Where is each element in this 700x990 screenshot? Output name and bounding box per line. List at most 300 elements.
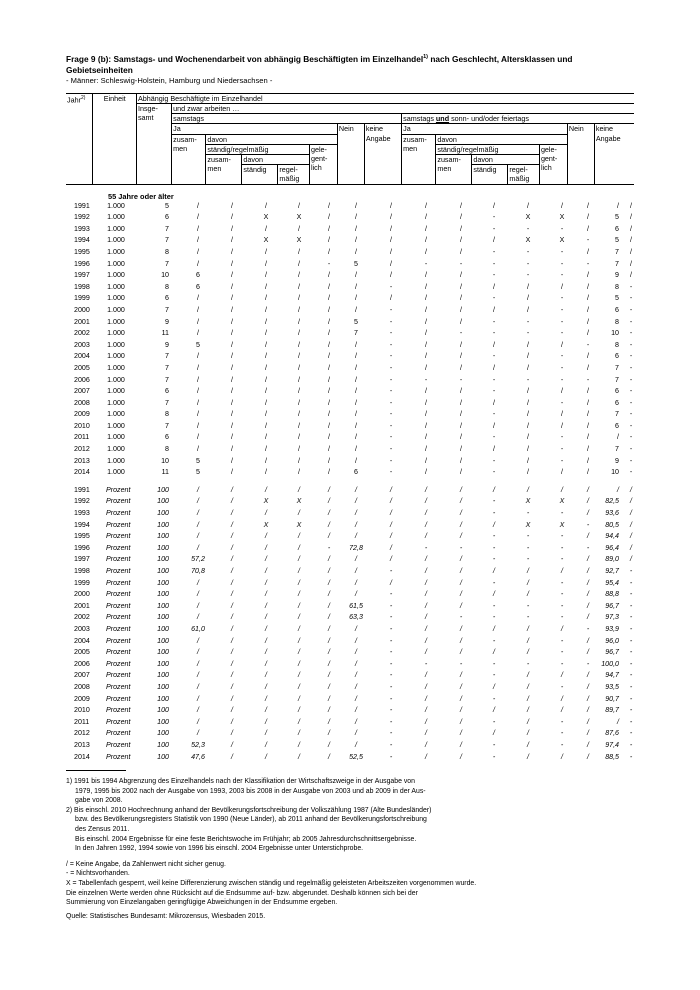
- cell-value: /: [630, 236, 632, 245]
- cell-value: /: [298, 445, 300, 454]
- cell-year: 1998: [74, 282, 90, 291]
- cell-year: 1991: [74, 485, 90, 494]
- cell-value: /: [298, 485, 300, 494]
- cell-value: /: [527, 694, 529, 703]
- cell-value: -: [629, 567, 633, 575]
- cell-value: 100: [157, 717, 169, 726]
- cell-value: 100: [157, 671, 169, 680]
- cell-value: 5: [196, 456, 200, 465]
- cell-value: -: [389, 671, 393, 680]
- cell-value: /: [561, 410, 563, 419]
- cell-value: /: [493, 421, 495, 430]
- cell-value: /: [231, 247, 233, 256]
- cell-value: /: [587, 271, 589, 280]
- cell-value: 95,4: [605, 578, 619, 587]
- cell-value: 100: [157, 682, 169, 691]
- cell-unit: 1.000: [107, 282, 125, 291]
- cell-value: -: [629, 468, 633, 477]
- cell-value: /: [630, 213, 632, 222]
- cell-value: /: [493, 648, 495, 657]
- cell-value: -: [629, 717, 633, 726]
- cell-value: /: [265, 567, 267, 575]
- cell-value: /: [197, 671, 199, 680]
- cell-value: /: [493, 567, 495, 575]
- cell-value: -: [389, 682, 393, 691]
- cell-value: /: [425, 740, 427, 749]
- cell-value: /: [425, 648, 427, 657]
- cell-value: /: [328, 578, 330, 587]
- table-row: [66, 706, 636, 718]
- cell-value: -: [492, 636, 496, 645]
- cell-value: /: [460, 247, 462, 256]
- cell-value: /: [587, 485, 589, 494]
- cell-value: -: [492, 317, 496, 326]
- cell-value: 97,4: [605, 740, 619, 749]
- table-row: [66, 521, 636, 533]
- cell-value: -: [492, 509, 496, 518]
- table-row: [66, 590, 636, 602]
- cell-value: /: [390, 247, 392, 256]
- cell-value: /: [231, 445, 233, 454]
- cell-value: 5: [354, 317, 358, 326]
- cell-value: /: [460, 520, 462, 529]
- header-zusammen-1: zusam- men: [172, 134, 206, 184]
- cell-value: /: [493, 305, 495, 314]
- table-row: [66, 364, 636, 376]
- cell-unit: Prozent: [106, 601, 131, 610]
- cell-value: /: [197, 694, 199, 703]
- cell-value: /: [265, 578, 267, 587]
- cell-value: /: [265, 363, 267, 372]
- cell-value: /: [527, 729, 529, 738]
- cell-value: /: [231, 468, 233, 477]
- cell-value: /: [493, 520, 495, 529]
- cell-value: /: [231, 694, 233, 703]
- cell-value: /: [265, 729, 267, 738]
- cell-unit: 1.000: [107, 329, 125, 338]
- cell-year: 1991: [74, 201, 90, 210]
- cell-value: 96,7: [605, 601, 619, 610]
- cell-value: /: [587, 201, 589, 210]
- cell-value: /: [197, 398, 199, 407]
- cell-unit: 1.000: [107, 271, 125, 280]
- cell-unit: Prozent: [106, 671, 131, 680]
- cell-value: /: [231, 259, 233, 268]
- cell-value: /: [425, 636, 427, 645]
- cell-value: /: [527, 201, 529, 210]
- cell-value: /: [328, 706, 330, 715]
- cell-value: /: [527, 590, 529, 599]
- header-abhaengig: Abhängig Beschäftigte im Einzelhandel: [136, 93, 634, 103]
- cell-value: -: [389, 717, 393, 726]
- cell-year: 1996: [74, 543, 90, 552]
- cell-value: -: [492, 433, 496, 442]
- cell-value: /: [231, 282, 233, 291]
- cell-value: /: [298, 706, 300, 715]
- cell-value: /: [298, 729, 300, 738]
- cell-value: 7: [615, 363, 619, 372]
- cell-value: /: [298, 578, 300, 587]
- cell-value: /: [231, 352, 233, 361]
- cell-value: /: [460, 468, 462, 477]
- cell-value: /: [425, 236, 427, 245]
- cell-value: 88,5: [605, 752, 619, 761]
- cell-value: -: [492, 497, 496, 506]
- cell-value: /: [298, 247, 300, 256]
- cell-value: -: [389, 752, 393, 761]
- cell-value: /: [460, 236, 462, 245]
- table-row: [66, 648, 636, 660]
- cell-value: /: [328, 532, 330, 541]
- cell-value: 7: [165, 305, 169, 314]
- cell-value: /: [355, 671, 357, 680]
- cell-value: -: [526, 271, 530, 280]
- cell-year: 2006: [74, 375, 90, 384]
- cell-value: /: [197, 247, 199, 256]
- cell-value: /: [425, 497, 427, 506]
- cell-value: /: [298, 387, 300, 396]
- cell-value: -: [560, 317, 564, 326]
- cell-value: /: [425, 624, 427, 633]
- cell-value: -: [560, 543, 564, 552]
- cell-value: /: [390, 271, 392, 280]
- cell-value: /: [265, 456, 267, 465]
- cell-value: /: [265, 271, 267, 280]
- cell-value: /: [197, 363, 199, 372]
- cell-value: X: [296, 520, 302, 529]
- cell-value: /: [460, 363, 462, 372]
- cell-year: 1997: [74, 555, 90, 564]
- cell-value: /: [587, 317, 589, 326]
- cell-value: /: [355, 624, 357, 633]
- cell-value: /: [425, 706, 427, 715]
- cell-value: 100: [157, 543, 169, 552]
- cell-value: /: [587, 613, 589, 622]
- cell-value: -: [492, 259, 496, 268]
- absolute-values-block: [66, 202, 636, 480]
- cell-value: /: [587, 456, 589, 465]
- cell-value: /: [355, 578, 357, 587]
- cell-value: /: [298, 682, 300, 691]
- cell-value: /: [425, 752, 427, 761]
- cell-value: /: [587, 433, 589, 442]
- cell-unit: 1.000: [107, 236, 125, 245]
- cell-value: /: [328, 694, 330, 703]
- cell-value: -: [560, 363, 564, 372]
- cell-value: 7: [615, 410, 619, 419]
- cell-value: /: [355, 682, 357, 691]
- cell-value: /: [197, 613, 199, 622]
- cell-year: 2013: [74, 456, 90, 465]
- table-row: [66, 544, 636, 556]
- table-subtitle: - Männer: Schleswig-Holstein, Hamburg und Niedersachsen -: [66, 75, 273, 85]
- cell-value: /: [460, 578, 462, 587]
- cell-value: -: [629, 317, 633, 326]
- cell-value: -: [560, 247, 564, 256]
- cell-value: /: [231, 224, 233, 233]
- cell-value: -: [526, 613, 530, 622]
- cell-value: /: [390, 259, 392, 268]
- cell-value: -: [629, 752, 633, 761]
- cell-value: /: [328, 456, 330, 465]
- cell-value: -: [492, 694, 496, 703]
- cell-value: 7: [615, 375, 619, 384]
- cell-value: /: [460, 398, 462, 407]
- cell-value: /: [587, 590, 589, 599]
- cell-value: /: [298, 201, 300, 210]
- cell-value: /: [265, 624, 267, 633]
- cell-value: /: [390, 543, 392, 552]
- cell-value: 100: [157, 740, 169, 749]
- cell-value: /: [561, 468, 563, 477]
- cell-value: X: [559, 520, 565, 529]
- table-row: [66, 225, 636, 237]
- cell-value: /: [328, 445, 330, 454]
- cell-value: /: [197, 636, 199, 645]
- cell-value: /: [527, 305, 529, 314]
- cell-value: -: [459, 329, 463, 338]
- cell-value: X: [263, 236, 269, 245]
- cell-value: /: [527, 363, 529, 372]
- cell-value: /: [231, 636, 233, 645]
- cell-year: 2002: [74, 329, 90, 338]
- cell-value: /: [265, 433, 267, 442]
- cell-year: 2010: [74, 421, 90, 430]
- cell-value: /: [355, 305, 357, 314]
- cell-value: -: [586, 543, 590, 552]
- cell-value: 93,9: [605, 624, 619, 633]
- cell-unit: Prozent: [106, 659, 131, 668]
- cell-value: X: [559, 213, 565, 222]
- cell-value: /: [527, 567, 529, 575]
- cell-value: /: [265, 201, 267, 210]
- percent-values-block: [66, 486, 636, 764]
- cell-value: -: [526, 555, 530, 564]
- cell-value: /: [231, 682, 233, 691]
- cell-value: -: [560, 375, 564, 384]
- cell-value: /: [197, 236, 199, 245]
- cell-value: /: [355, 648, 357, 657]
- cell-value: /: [231, 590, 233, 599]
- cell-value: /: [231, 213, 233, 222]
- cell-value: -: [459, 375, 463, 384]
- cell-value: /: [298, 352, 300, 361]
- cell-value: -: [629, 729, 633, 738]
- cell-value: /: [425, 590, 427, 599]
- cell-unit: 1.000: [107, 213, 125, 222]
- cell-value: /: [355, 352, 357, 361]
- cell-unit: 1.000: [107, 317, 125, 326]
- cell-value: -: [327, 543, 331, 552]
- cell-value: -: [560, 445, 564, 454]
- cell-value: /: [231, 648, 233, 657]
- cell-value: /: [298, 509, 300, 518]
- cell-value: /: [527, 445, 529, 454]
- cell-value: /: [460, 671, 462, 680]
- cell-value: /: [328, 613, 330, 622]
- cell-value: 100: [157, 509, 169, 518]
- cell-value: /: [298, 305, 300, 314]
- table-row: [66, 660, 636, 672]
- cell-value: -: [560, 613, 564, 622]
- cell-value: 5: [165, 201, 169, 210]
- header-staendig-regel-1: ständig/regelmäßig: [206, 145, 309, 155]
- table-row: [66, 625, 636, 637]
- cell-value: -: [526, 329, 530, 338]
- cell-value: /: [561, 706, 563, 715]
- table-row: [66, 399, 636, 411]
- header-staendig-1: ständig: [243, 165, 267, 175]
- cell-value: 100: [157, 578, 169, 587]
- cell-value: -: [389, 410, 393, 419]
- cell-value: /: [425, 398, 427, 407]
- table-row: [66, 741, 636, 753]
- cell-value: -: [526, 317, 530, 326]
- cell-value: /: [630, 497, 632, 506]
- cell-value: /: [355, 485, 357, 494]
- cell-value: -: [389, 729, 393, 738]
- cell-value: /: [561, 694, 563, 703]
- cell-unit: Prozent: [106, 740, 131, 749]
- cell-year: 2014: [74, 752, 90, 761]
- cell-value: /: [328, 624, 330, 633]
- cell-value: /: [460, 717, 462, 726]
- cell-value: -: [586, 375, 590, 384]
- table-row: [66, 637, 636, 649]
- cell-value: -: [492, 659, 496, 668]
- cell-value: /: [587, 445, 589, 454]
- cell-value: 7: [165, 375, 169, 384]
- cell-value: -: [629, 682, 633, 691]
- cell-value: /: [328, 271, 330, 280]
- cell-year: 1999: [74, 578, 90, 587]
- cell-unit: Prozent: [106, 543, 131, 552]
- cell-value: -: [560, 555, 564, 564]
- cell-value: /: [630, 485, 632, 494]
- cell-value: /: [231, 613, 233, 622]
- cell-year: 2002: [74, 613, 90, 622]
- cell-value: /: [328, 305, 330, 314]
- cell-year: 2011: [74, 717, 90, 726]
- cell-value: -: [389, 567, 393, 575]
- table-row: [66, 341, 636, 353]
- cell-value: X: [263, 213, 269, 222]
- cell-value: /: [231, 520, 233, 529]
- cell-value: -: [560, 601, 564, 610]
- cell-value: 7: [165, 363, 169, 372]
- cell-value: -: [492, 329, 496, 338]
- cell-value: /: [355, 456, 357, 465]
- legend-x: X = Tabellenfach gesperrt, weil keine Differenzierung zwischen ständig und regelmäßig geleisteten Arbeitszeiten vorgenommen wurde.: [66, 880, 477, 888]
- cell-value: /: [493, 363, 495, 372]
- cell-value: 94,4: [605, 532, 619, 541]
- table-row: [66, 718, 636, 730]
- cell-value: 11: [161, 468, 169, 477]
- cell-value: /: [355, 567, 357, 575]
- cell-value: /: [355, 445, 357, 454]
- cell-value: 87,6: [605, 729, 619, 738]
- cell-value: /: [265, 717, 267, 726]
- cell-value: -: [389, 636, 393, 645]
- cell-value: -: [526, 601, 530, 610]
- cell-value: /: [231, 485, 233, 494]
- cell-value: /: [197, 659, 199, 668]
- cell-value: /: [355, 282, 357, 291]
- cell-value: -: [492, 247, 496, 256]
- cell-value: /: [527, 340, 529, 349]
- cell-value: /: [355, 398, 357, 407]
- cell-value: /: [425, 485, 427, 494]
- cell-value: X: [296, 213, 302, 222]
- cell-value: /: [355, 387, 357, 396]
- cell-value: /: [527, 352, 529, 361]
- cell-unit: Prozent: [106, 590, 131, 599]
- cell-year: 1997: [74, 271, 90, 280]
- header-jahr: Jahr$^{2)}$: [66, 93, 93, 183]
- cell-value: 8: [165, 410, 169, 419]
- cell-value: 72,8: [349, 543, 363, 552]
- cell-value: /: [197, 445, 199, 454]
- table-row: [66, 729, 636, 741]
- cell-unit: Prozent: [106, 555, 131, 564]
- cell-value: 100: [157, 706, 169, 715]
- cell-value: /: [328, 555, 330, 564]
- table-row: [66, 236, 636, 248]
- cell-year: 1994: [74, 520, 90, 529]
- cell-value: /: [587, 671, 589, 680]
- cell-value: -: [492, 271, 496, 280]
- cell-value: -: [629, 648, 633, 657]
- cell-value: /: [328, 509, 330, 518]
- footnotes: 1) 1991 bis 1994 Abgrenzung des Einzelhandels nach der Klassifikation der Wirtschaftszweige in der Ausgabe von 1979, 1995 bis 2002 nach der Ausgabe von 1993, 2003 bis 2008 in der Ausgabe von 2003 und ab 2009 in der Aus- gabe von 2008. 2) Bis einschl. 2010 Hochrechnung anhand der Bevölkerungsfortschreibung der Volkszählung 1987 (Alte Bundesländer) bzw. des Bevölkerungsregisters Statistik von 1990 (Neue Länder), ab 2011 anhand der Bevölkerungsfortschreibung des Zensus 2011. Bis einschl. 2004 Ergebnisse für eine feste Berichtswoche im Frühjahr; ab 2005 Jahresdurchschnittsergebnisse. In den Jahren 1992, 1994 sowie von 1996 bis einschl. 2004 Ergebnisse unter Unterstichprobe. / = Keine Angabe, da Zahlenwert nicht sicher genug. - = Nichtsvorhanden. X = Tabellenfach gesperrt, weil keine Differenzierung zwischen ständig und regelmäßig geleisteten Arbeitszeiten vorgenommen wurde. Die einzelnen Werte werden ohne Rücksicht auf die Endsumme auf- bzw. abgerundet. Deshalb können sich bei der Summierung von Einzelangaben geringfügige Abweichungen in der Endsumme ergeben. Quelle: Statistisches Bundesamt: Mikrozensus, Wiesbaden 2015.: [66, 777, 636, 921]
- cell-value: /: [355, 497, 357, 506]
- cell-value: /: [298, 613, 300, 622]
- cell-unit: 1.000: [107, 259, 125, 268]
- cell-value: -: [560, 578, 564, 587]
- cell-value: /: [231, 410, 233, 419]
- cell-value: /: [425, 682, 427, 691]
- cell-value: /: [231, 421, 233, 430]
- cell-unit: 1.000: [107, 247, 125, 256]
- cell-value: /: [527, 717, 529, 726]
- cell-value: 70,8: [191, 567, 205, 575]
- cell-value: -: [586, 236, 590, 245]
- cell-value: /: [425, 271, 427, 280]
- cell-value: /: [561, 421, 563, 430]
- cell-value: 6: [615, 352, 619, 361]
- cell-value: /: [265, 410, 267, 419]
- table-row: [66, 445, 636, 457]
- cell-value: /: [460, 555, 462, 564]
- cell-value: /: [630, 543, 632, 552]
- cell-value: -: [629, 445, 633, 454]
- table-header: [66, 93, 634, 185]
- cell-value: /: [265, 468, 267, 477]
- cell-value: /: [231, 433, 233, 442]
- cell-year: 2000: [74, 305, 90, 314]
- cell-value: /: [425, 224, 427, 233]
- cell-value: 7: [165, 236, 169, 245]
- cell-value: -: [560, 740, 564, 749]
- cell-value: -: [492, 671, 496, 680]
- cell-value: /: [460, 352, 462, 361]
- cell-value: -: [389, 694, 393, 703]
- cell-value: -: [560, 682, 564, 691]
- cell-year: 2006: [74, 659, 90, 668]
- cell-value: /: [460, 497, 462, 506]
- cell-value: 100,0: [601, 659, 619, 668]
- cell-value: -: [629, 398, 633, 407]
